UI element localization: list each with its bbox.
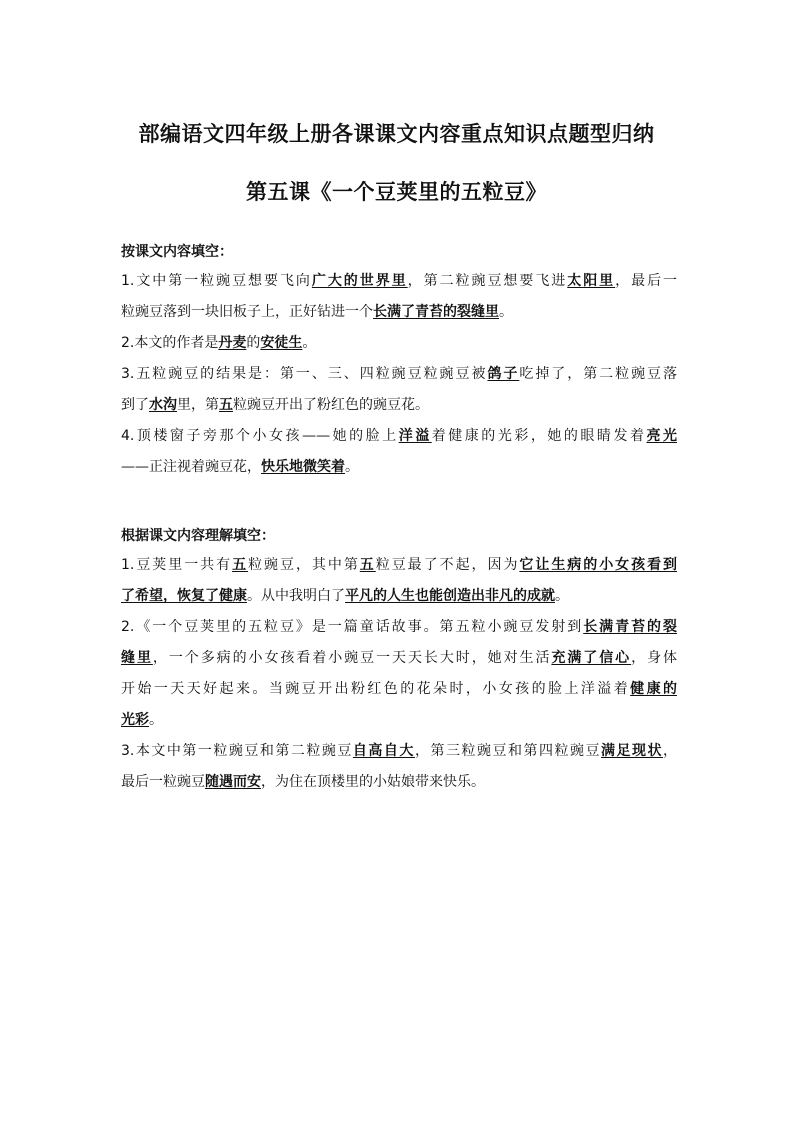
- question-text: 的: [246, 335, 261, 351]
- answer-text: 随遇而安: [205, 774, 261, 790]
- question-text: 到了: [121, 397, 149, 413]
- question-text: ，身体: [631, 650, 678, 666]
- answer-text: 长满青苔的裂: [583, 619, 678, 635]
- question-item: [121, 359, 677, 421]
- answer-text: 广大的世界里: [311, 273, 408, 289]
- question-item: [121, 550, 677, 612]
- answer-text: 平凡的人生也能创造出非凡的成就: [345, 588, 555, 604]
- question-text: 里，第: [177, 397, 219, 413]
- question-text: 粒豆最了不起，因为: [375, 557, 520, 573]
- question-item: [121, 736, 677, 798]
- question-line: [121, 581, 677, 612]
- question-text: 开始一天天好起来。当豌豆开出粉红色的花朵时，小女孩的脸上洋溢着: [121, 681, 631, 697]
- question-line: [121, 643, 677, 674]
- question-number: 3.: [121, 743, 135, 759]
- question-line: [121, 550, 677, 581]
- answer-text: 洋溢: [398, 428, 432, 444]
- question-line: [121, 705, 677, 736]
- section-comprehension-items: [121, 550, 677, 798]
- question-line: [121, 328, 677, 359]
- question-text: 最后一粒豌豆: [121, 774, 205, 790]
- question-text: ——正注视着豌豆花，: [121, 459, 261, 475]
- question-item: [121, 328, 677, 359]
- question-text: 《一个豆荚里的五粒豆》是一篇童话故事。第五粒小豌豆发射到: [134, 619, 584, 635]
- question-text: 。: [149, 712, 163, 728]
- answer-text: 长满了青苔的裂缝里: [373, 304, 499, 320]
- answer-text: 自高自大: [352, 743, 415, 759]
- answer-text: 充满了信心: [551, 650, 632, 666]
- section-heading-comprehension: 根据课文内容理解填空：: [121, 528, 275, 544]
- question-line: [121, 674, 677, 705]
- question-text: 文中第一粒豌豆想要飞向: [134, 273, 312, 289]
- question-text: 吃掉了，第二粒豌豆落: [519, 366, 678, 382]
- answer-text: 太阳里: [567, 273, 616, 289]
- question-text: 粒豌豆落到一块旧板子上，正好钻进一个: [121, 304, 373, 320]
- answer-text: 丹麦: [218, 335, 247, 351]
- question-text: 。: [555, 588, 569, 604]
- question-line: [121, 359, 677, 390]
- question-line: [121, 266, 677, 297]
- question-item: [121, 612, 677, 736]
- answer-text: 五: [232, 557, 249, 573]
- question-text: 。: [499, 304, 513, 320]
- question-line: [121, 767, 677, 798]
- answer-text: 五: [359, 557, 376, 573]
- question-text: ，第三粒豌豆和第四粒豌豆: [414, 743, 602, 759]
- answer-text: 光彩: [121, 712, 149, 728]
- question-number: 1.: [121, 557, 135, 573]
- question-number: 1.: [121, 273, 135, 289]
- question-line: [121, 612, 677, 643]
- question-text: 。: [302, 335, 317, 351]
- question-number: 2.: [121, 335, 135, 351]
- question-item: [121, 266, 677, 328]
- section-fill-by-text-items: [121, 266, 677, 483]
- answer-text: 它让生病的小女孩看到: [519, 557, 678, 573]
- question-line: [121, 736, 677, 767]
- answer-text: 五: [219, 397, 233, 413]
- section-heading-fill-by-text: 按课文内容填空：: [121, 244, 233, 260]
- lesson-title: 第五课《一个豆荚里的五粒豆》: [246, 180, 547, 204]
- question-line: [121, 421, 677, 452]
- question-line: [121, 390, 677, 421]
- question-text: 粒豌豆，其中第: [248, 557, 360, 573]
- answer-text: 缝里: [121, 650, 153, 666]
- question-text: 五粒豌豆的结果是：第一、三、四粒豌豆粒豌豆被: [134, 366, 488, 382]
- question-text: 本文的作者是: [134, 335, 219, 351]
- question-number: 4.: [121, 428, 135, 444]
- question-text: ，: [663, 743, 678, 759]
- question-text: 着健康的光彩，她的眼睛发着: [431, 428, 647, 444]
- answer-text: 安徒生: [260, 335, 303, 351]
- question-line: [121, 297, 677, 328]
- answer-text: 了希望，恢复了健康: [121, 588, 247, 604]
- question-text: 。从中我明白了: [247, 588, 345, 604]
- question-text: ，最后一: [615, 273, 678, 289]
- page-title: 部编语文四年级上册各课课文内容重点知识点题型归纳: [138, 122, 655, 146]
- question-number: 3.: [121, 366, 135, 382]
- answer-text: 满足现状: [601, 743, 664, 759]
- question-line: [121, 452, 677, 483]
- answer-text: 亮光: [646, 428, 678, 444]
- answer-text: 水沟: [149, 397, 177, 413]
- question-text: ，为住在顶楼里的小姑娘带来快乐。: [261, 774, 485, 790]
- question-text: 。: [345, 459, 359, 475]
- question-text: 顶楼窗子旁那个小女孩——她的脸上: [134, 428, 399, 444]
- answer-text: 健康的: [630, 681, 678, 697]
- question-text: 豆荚里一共有: [134, 557, 233, 573]
- question-item: [121, 421, 677, 483]
- question-text: 粒豌豆开出了粉红色的豌豆花。: [233, 397, 429, 413]
- question-text: 本文中第一粒豌豆和第二粒豌豆: [134, 743, 353, 759]
- answer-text: 鸽子: [487, 366, 520, 382]
- question-text: ，第二粒豌豆想要飞进: [407, 273, 568, 289]
- answer-text: 快乐地微笑着: [261, 459, 345, 475]
- question-text: ，一个多病的小女孩看着小豌豆一天天长大时，她对生活: [152, 650, 552, 666]
- question-number: 2.: [121, 619, 135, 635]
